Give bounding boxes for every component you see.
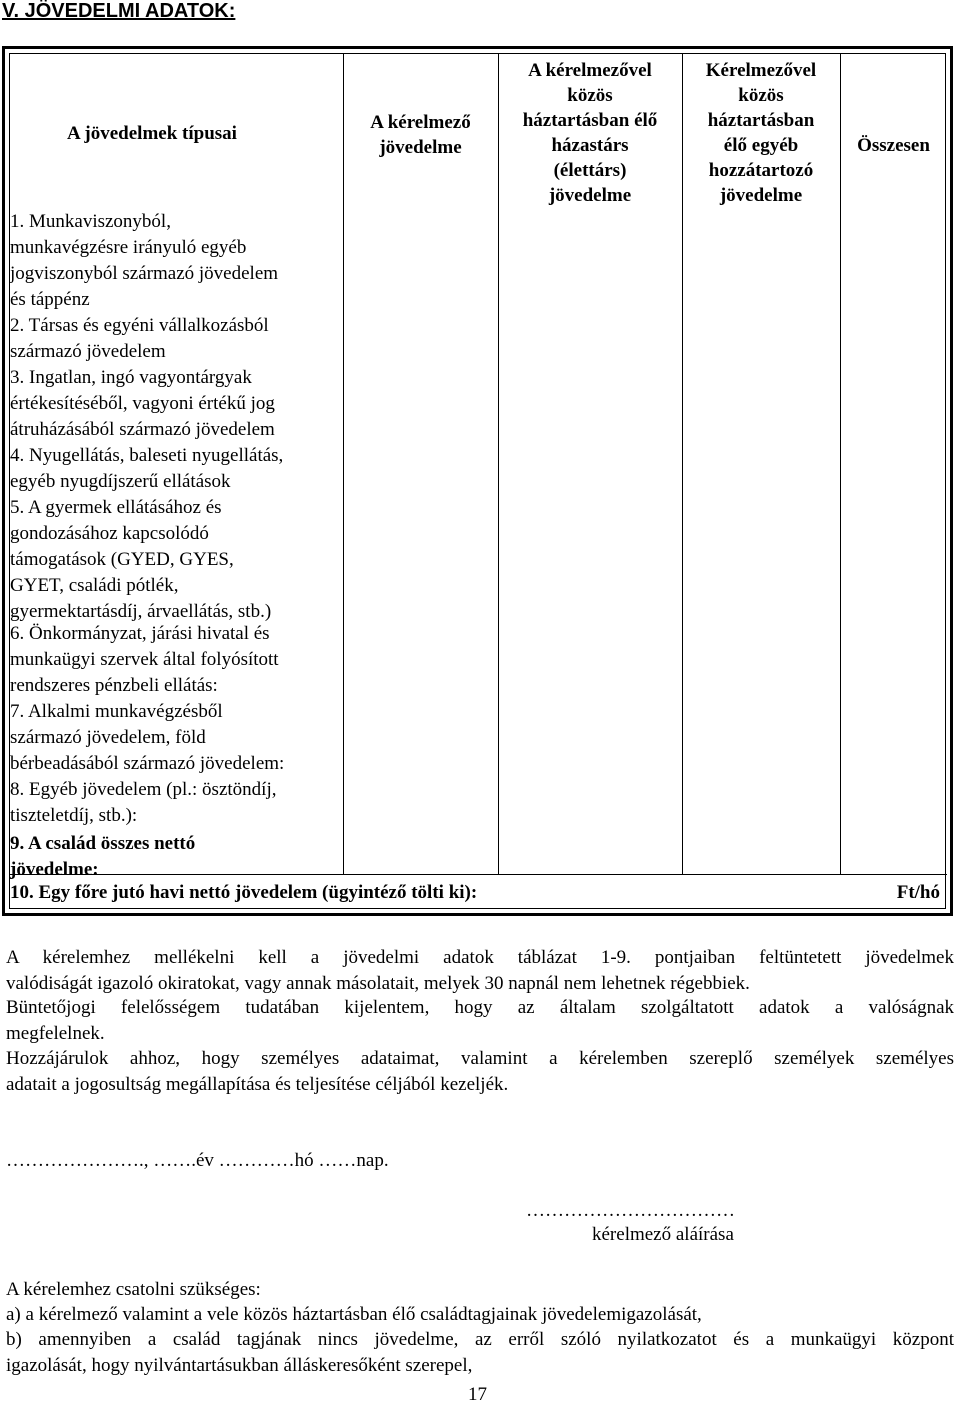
row-line: jogviszonyból származó jövedelem [10,263,279,284]
row-line: 8. Egyéb jövedelem (pl.: ösztöndíj, [10,779,277,800]
row-line: 6. Önkormányzat, járási hivatal és [10,623,270,644]
per-capita-label: 10. Egy főre jutó havi nettó jövedelem (ügyintéző tölti ki): [10,882,478,903]
income-row-4 [10,443,340,495]
signature-line[interactable]: …………………………… [526,1200,735,1221]
header-other-line: közös [738,85,784,106]
income-row-5 [10,495,340,625]
attachment-notice [6,945,954,997]
row-line: átruházásából származó jövedelem [10,419,275,440]
attachments-title: A kérelemhez csatolni szükséges: [6,1279,261,1300]
row-line: 1. Munkaviszonyból, [10,211,171,232]
income-row-2 [10,313,340,365]
row-line: és táppénz [10,289,90,310]
income-row-1 [10,209,340,313]
paragraph-line: Hozzájárulok ahhoz, hogy személyes adataimat, valamint a kérelemben szereplő személyek személyes [6,1048,954,1069]
page-number: 17 [468,1384,487,1405]
row-line: munkavégzésre irányuló egyéb [10,237,247,258]
row-line: gyermektartásdíj, árvaellátás, stb.) [10,601,272,622]
row-line: rendszeres pénzbeli ellátás: [10,675,218,696]
row-line: egyéb nyugdíjszerű ellátások [10,471,231,492]
row-line: származó jövedelem, föld [10,727,206,748]
paragraph-line: valódiságát igazoló okiratokat, vagy annak másolatait, melyek 30 napnál nem lehetnek régebbiek. [6,973,750,994]
header-spouse-line: közös [567,85,613,106]
attachment-item-a [6,1302,954,1328]
row-line: GYET, családi pótlék, [10,575,179,596]
row-line: 5. A gyermek ellátásához és [10,497,222,518]
paragraph-line: A kérelemhez mellékelni kell a jövedelmi adatok táblázat 1-9. pontjaiban feltüntetett jövedelmek [6,947,954,968]
header-other-line: hozzátartozó [708,160,814,181]
header-spouse-line: háztartásban élő [522,110,658,131]
section-title: V. JÖVEDELMI ADATOK: [2,0,236,22]
header-other-line: élő egyéb [723,135,799,156]
row-line: 4. Nyugellátás, baleseti nyugellátás, [10,445,284,466]
row-line: 2. Társas és egyéni vállalkozásból [10,315,269,336]
row-line: jövedelme: [10,859,99,880]
header-other-line: Kérelmezővel [705,60,817,81]
attachment-line: b) amennyiben a család tagjának nincs jövedelme, az erről szóló nyilatkozatot és a munkaügyi központ [6,1329,954,1350]
header-spouse-line: (élettárs) [553,160,627,181]
header-applicant [343,110,498,160]
header-spouse-line: jövedelme [548,185,632,206]
paragraph-line: megfelelnek. [6,1023,105,1044]
income-row-3 [10,365,340,443]
income-table [2,46,953,916]
signature-label: kérelmező aláírása [592,1224,734,1245]
income-row-7 [10,699,340,777]
per-capita-unit: Ft/hó [896,882,940,903]
header-applicant-line: jövedelme [379,137,462,158]
row-line: értékesítéséből, vagyoni értékű jog [10,393,275,414]
attachment-item-b [6,1327,954,1379]
row-line: 7. Alkalmi munkavégzésből [10,701,223,722]
header-applicant-line: A kérelmező [370,112,471,133]
header-spouse-line: házastárs [551,135,629,156]
header-other-line: jövedelme [719,185,803,206]
header-spouse [498,58,682,208]
paragraph-line: adatait a jogosultság megállapítása és teljesítése céljából kezeljék. [6,1074,509,1095]
header-other-line: háztartásban [707,110,815,131]
header-total: Összesen [857,135,930,156]
row-line: származó jövedelem [10,341,166,362]
row-line: 9. A család összes nettó [10,833,196,854]
income-row-6 [10,621,340,699]
paragraph-line: Büntetőjogi felelősségem tudatában kijelentem, hogy az általam szolgáltatott adatok a valóságnak [6,997,954,1018]
row-line: gondozásához kapcsolódó [10,523,209,544]
row-line: munkaügyi szervek által folyósított [10,649,279,670]
row-line: támogatások (GYED, GYES, [10,549,234,570]
header-spouse-line: A kérelmezővel [528,60,652,81]
row-line: tiszteletdíj, stb.): [10,805,138,826]
header-income-types: A jövedelmek típusai [67,123,237,144]
data-consent-statement [6,1046,954,1098]
header-other-relative [682,58,840,208]
column-divider [343,54,344,874]
income-row-9-total [10,831,340,883]
date-field[interactable]: …………………., …….év …………hó ……nap. [6,1150,389,1171]
attachment-line: a) a kérelmező valamint a vele közös háztartásban élő családtagjainak jövedelemigazolását, [6,1304,702,1325]
income-row-8 [10,777,340,829]
criminal-liability-statement [6,995,954,1047]
attachment-line: igazolását, hogy nyilvántartásukban álláskeresőként szerepel, [6,1355,473,1376]
row-line: 3. Ingatlan, ingó vagyontárgyak [10,367,252,388]
row-line: bérbeadásából származó jövedelem: [10,753,285,774]
income-row-10-per-capita [10,880,940,906]
column-divider [840,54,841,874]
